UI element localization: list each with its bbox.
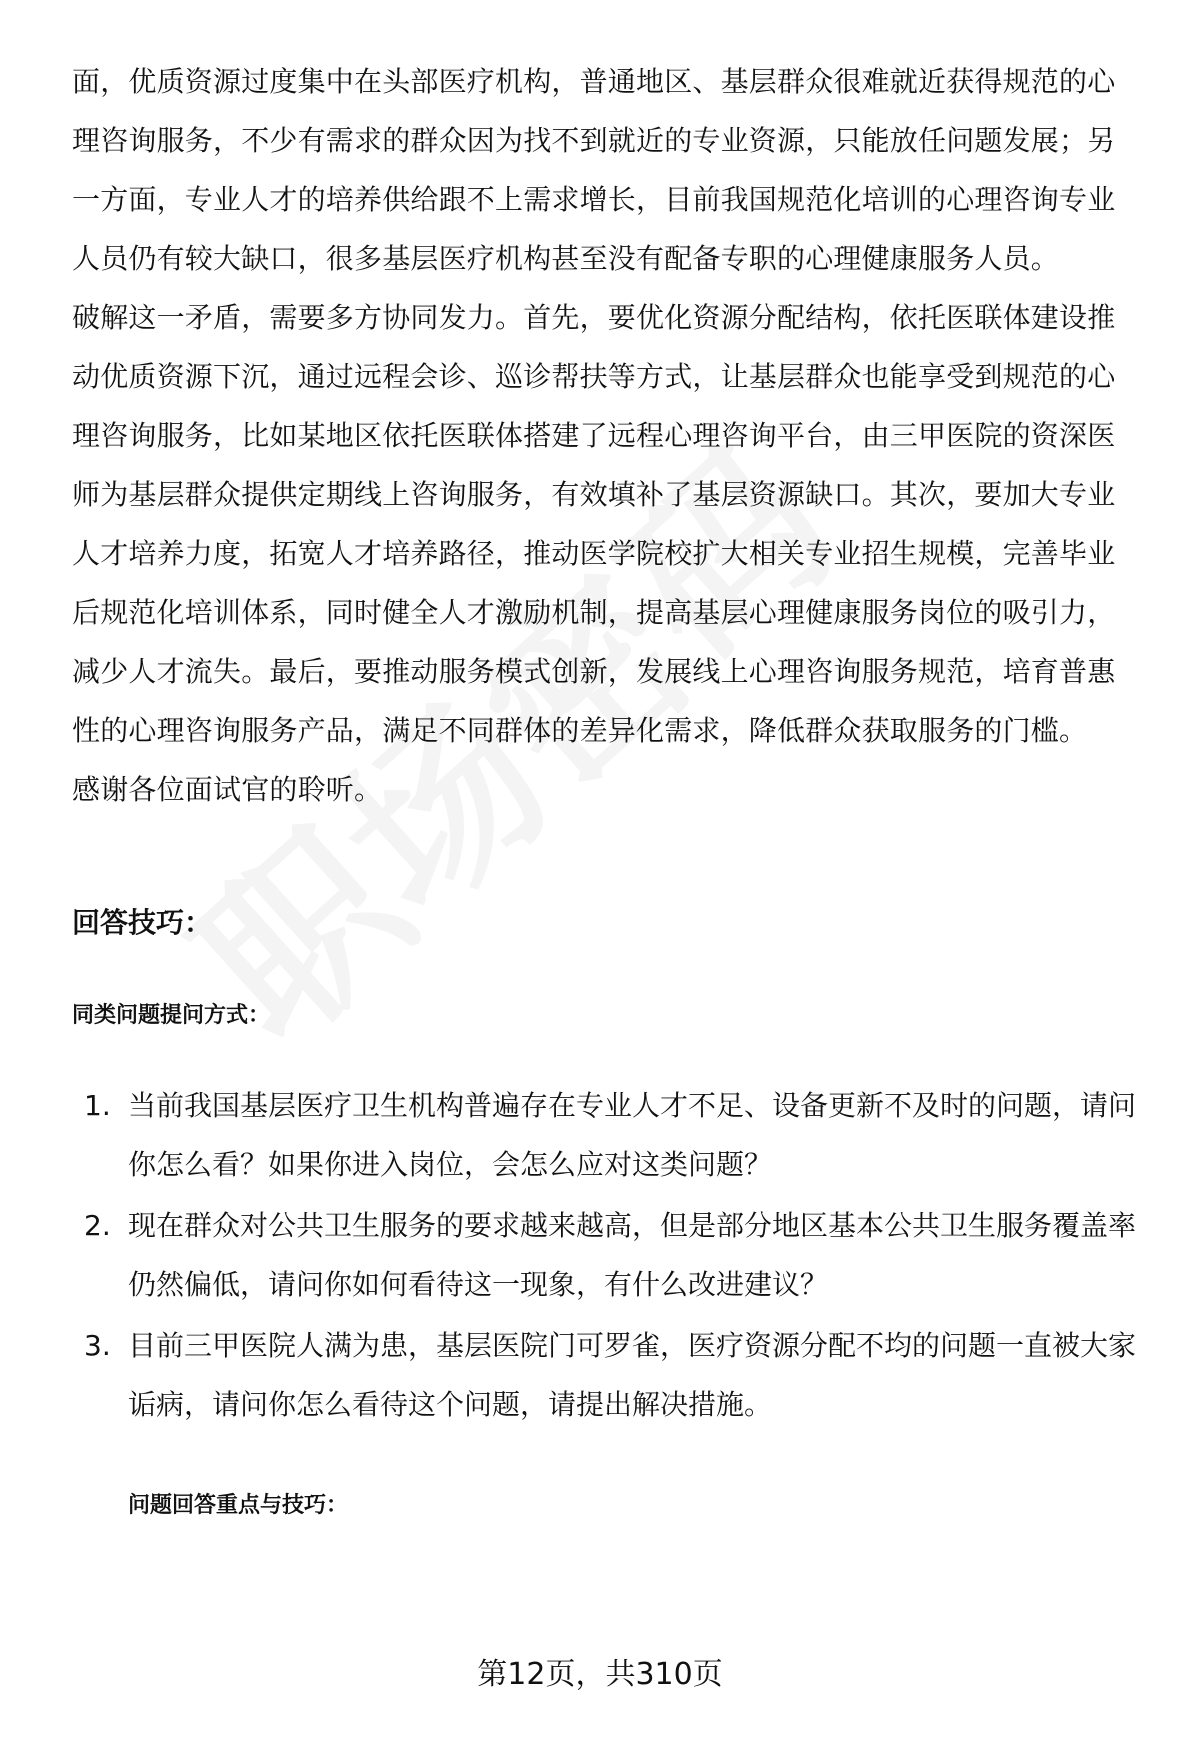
key-points-heading: 问题回答重点与技巧： <box>128 1493 349 1518</box>
body-paragraph-1: 面，优质资源过度集中在头部医疗机构，普通地区、基层群众很难就近获得规范的心理咨询服务，不少有需求的群众因为找不到就近的专业资源，只能放任问题发展；另一方面，专业人才的培养供给跟不上需求增长，目前我国规范化培训的心理咨询专业人员仍有较大缺口，很多基层医疗机构甚至没有配备专职的心理健康服务人员。 <box>72 65 1116 275</box>
similar-questions-list <box>72 1076 1142 1434</box>
answer-tips-heading: 回答技巧： <box>72 906 213 939</box>
list-item-number: 1. <box>84 1089 111 1122</box>
body-paragraph-3: 感谢各位面试官的聆听。 <box>72 773 383 806</box>
list-item-text: 现在群众对公共卫生服务的要求越来越高，但是部分地区基本公共卫生服务覆盖率仍然偏低，请问你如何看待这一现象，有什么改进建议？ <box>128 1209 1137 1301</box>
list-item <box>72 1316 1142 1434</box>
body-paragraph-2: 破解这一矛盾，需要多方协同发力。首先，要优化资源分配结构，依托医联体建设推动优质资源下沉，通过远程会诊、巡诊帮扶等方式，让基层群众也能享受到规范的心理咨询服务，比如某地区依托医联体搭建了远程心理咨询平台，由三甲医院的资深医师为基层群众提供定期线上咨询服务，有效填补了基层资源缺口。其次，要加大专业人才培养力度，拓宽人才培养路径，推动医学院校扩大相关专业招生规模，完善毕业后规范化培训体系，同时健全人才激励机制，提高基层心理健康服务岗位的吸引力，减少人才流失。最后，要推动服务模式创新，发展线上心理咨询服务规范，培育普惠性的心理咨询服务产品，满足不同群体的差异化需求，降低群众获取服务的门槛。 <box>72 301 1116 747</box>
page-number-footer: 第12页，共310页 <box>477 1657 723 1692</box>
page-content <box>72 52 1142 1526</box>
list-item <box>72 1196 1142 1314</box>
list-item-text: 当前我国基层医疗卫生机构普遍存在专业人才不足、设备更新不及时的问题，请问你怎么看？如果你进入岗位，会怎么应对这类问题？ <box>128 1089 1137 1181</box>
list-item-number: 3. <box>84 1329 111 1362</box>
list-item-text: 目前三甲医院人满为患，基层医院门可罗雀，医疗资源分配不均的问题一直被大家诟病，请问你怎么看待这个问题，请提出解决措施。 <box>128 1329 1137 1421</box>
list-item-number: 2. <box>84 1209 111 1242</box>
similar-questions-heading: 同类问题提问方式： <box>72 1003 271 1028</box>
list-item <box>72 1076 1142 1194</box>
